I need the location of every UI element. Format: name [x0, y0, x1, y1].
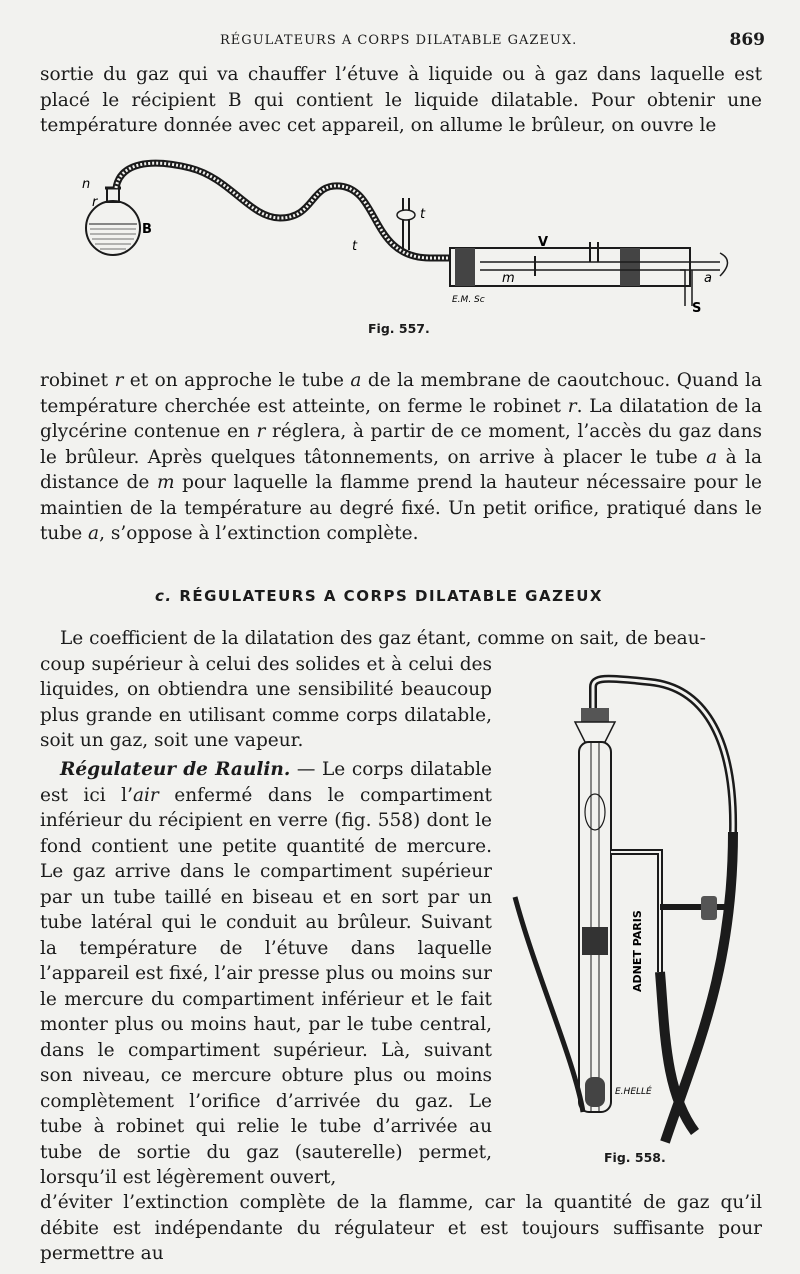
label-s: S — [692, 301, 702, 316]
figure-558-caption: Fig. 558. — [604, 1150, 666, 1165]
section-letter: c. — [155, 587, 173, 605]
label-b: B — [142, 222, 152, 237]
engraver-signature-557: E.M. Sc — [452, 295, 485, 305]
maker-label: ADNET PARIS — [631, 910, 644, 992]
label-m: m — [502, 271, 515, 286]
paragraph-top: sortie du gaz qui va chauffer l’étuve à liquide ou à gaz dans laquelle est placé le récipient B qui contient le liquide dilatable. Pour obtenir une température donnée avec cet appareil, on allume le brûleur, on ouvre le — [40, 64, 762, 136]
paragraph-bottom: d’éviter l’extinction complète de la flamme, car la quantité de gaz qu’il débite est indépendante du régulateur et est toujours suffisante pour permettre au — [40, 1192, 762, 1264]
section-heading — [155, 587, 603, 605]
label-n: n — [82, 177, 91, 192]
raulin-lead: Régulateur de Raulin. — [60, 759, 291, 780]
paragraph-after-figure-557: robinet r et on approche le tube a de la membrane de caoutchouc. Quand la température cherchée est atteinte, on ferme le robinet r. La dilatation de la glycérine contenue en r réglera, à partir de ce moment, l’accès du gaz dans le brûleur. Après quelques tâtonnements, on arrive à placer le tube a à la distance de m pour laquelle la flamme prend la hauteur nécessaire pour le maintien de la température au degré fixé. Un petit orifice, pratiqué dans le tube a, s’oppose à l’extinction complète. — [40, 370, 763, 544]
stopcock-558 — [701, 896, 717, 920]
stopper-right — [620, 248, 640, 286]
page-number: 869 — [729, 30, 765, 50]
figure-557-caption: Fig. 557. — [368, 321, 430, 336]
label-v: V — [538, 235, 549, 250]
intro-first-line: Le coefficient de la dilatation des gaz étant, comme on sait, de beau- — [60, 628, 706, 649]
label-t-lower: t — [352, 239, 358, 254]
running-header — [40, 30, 765, 55]
label-t-upper: t — [420, 207, 426, 222]
engraver-signature-558: E.HELLÉ — [615, 1087, 652, 1097]
intro-rest: coup supérieur à celui des solides et à celui des liquides, on obtiendra une sensibilité beaucoup plus grande en utilisant comme corps dilatable, soit un gaz, soit une vapeur. — [40, 653, 492, 751]
stopcock-t — [397, 210, 415, 220]
rubber-tube-left — [660, 972, 695, 1132]
raulin-paragraph: Régulateur de Raulin. — Le corps dilatable est ici l’air enfermé dans le compartiment inférieur du récipient en verre (fig. 558) dont le fond contient une petite quantité de mercure. Le gaz arrive dans le compartiment supérieur par un tube taillé en biseau et en sort par un tube latéral qui le conduit au brûleur. Suivant la température de l’étuve dans laquelle l’appareil est fixé, l’air presse plus ou moins sur le mercure du compartiment inférieur et le fait monter plus ou moins haut, par le tube central, dans le compartiment supérieur. Là, suivant son niveau, ce mercure obture plus ou moins complètement l’orifice d’arrivée du gaz. Le tube à robinet qui relie le tube d’arrivée au tube de sortie du gaz (sauterelle) permet, lorsqu’il est légèrement ouvert, — [40, 759, 492, 1188]
section-title: RÉGULATEURS A CORPS DILATABLE GAZEUX — [179, 587, 603, 605]
running-title: RÉGULATEURS A CORPS DILATABLE GAZEUX. — [220, 33, 578, 48]
figure-557-illustration — [80, 158, 740, 318]
stopper-left — [455, 248, 475, 286]
figure-558-illustration — [505, 672, 765, 1150]
label-r: r — [92, 195, 98, 210]
mercury-plug — [582, 927, 608, 955]
label-a: a — [704, 271, 712, 286]
